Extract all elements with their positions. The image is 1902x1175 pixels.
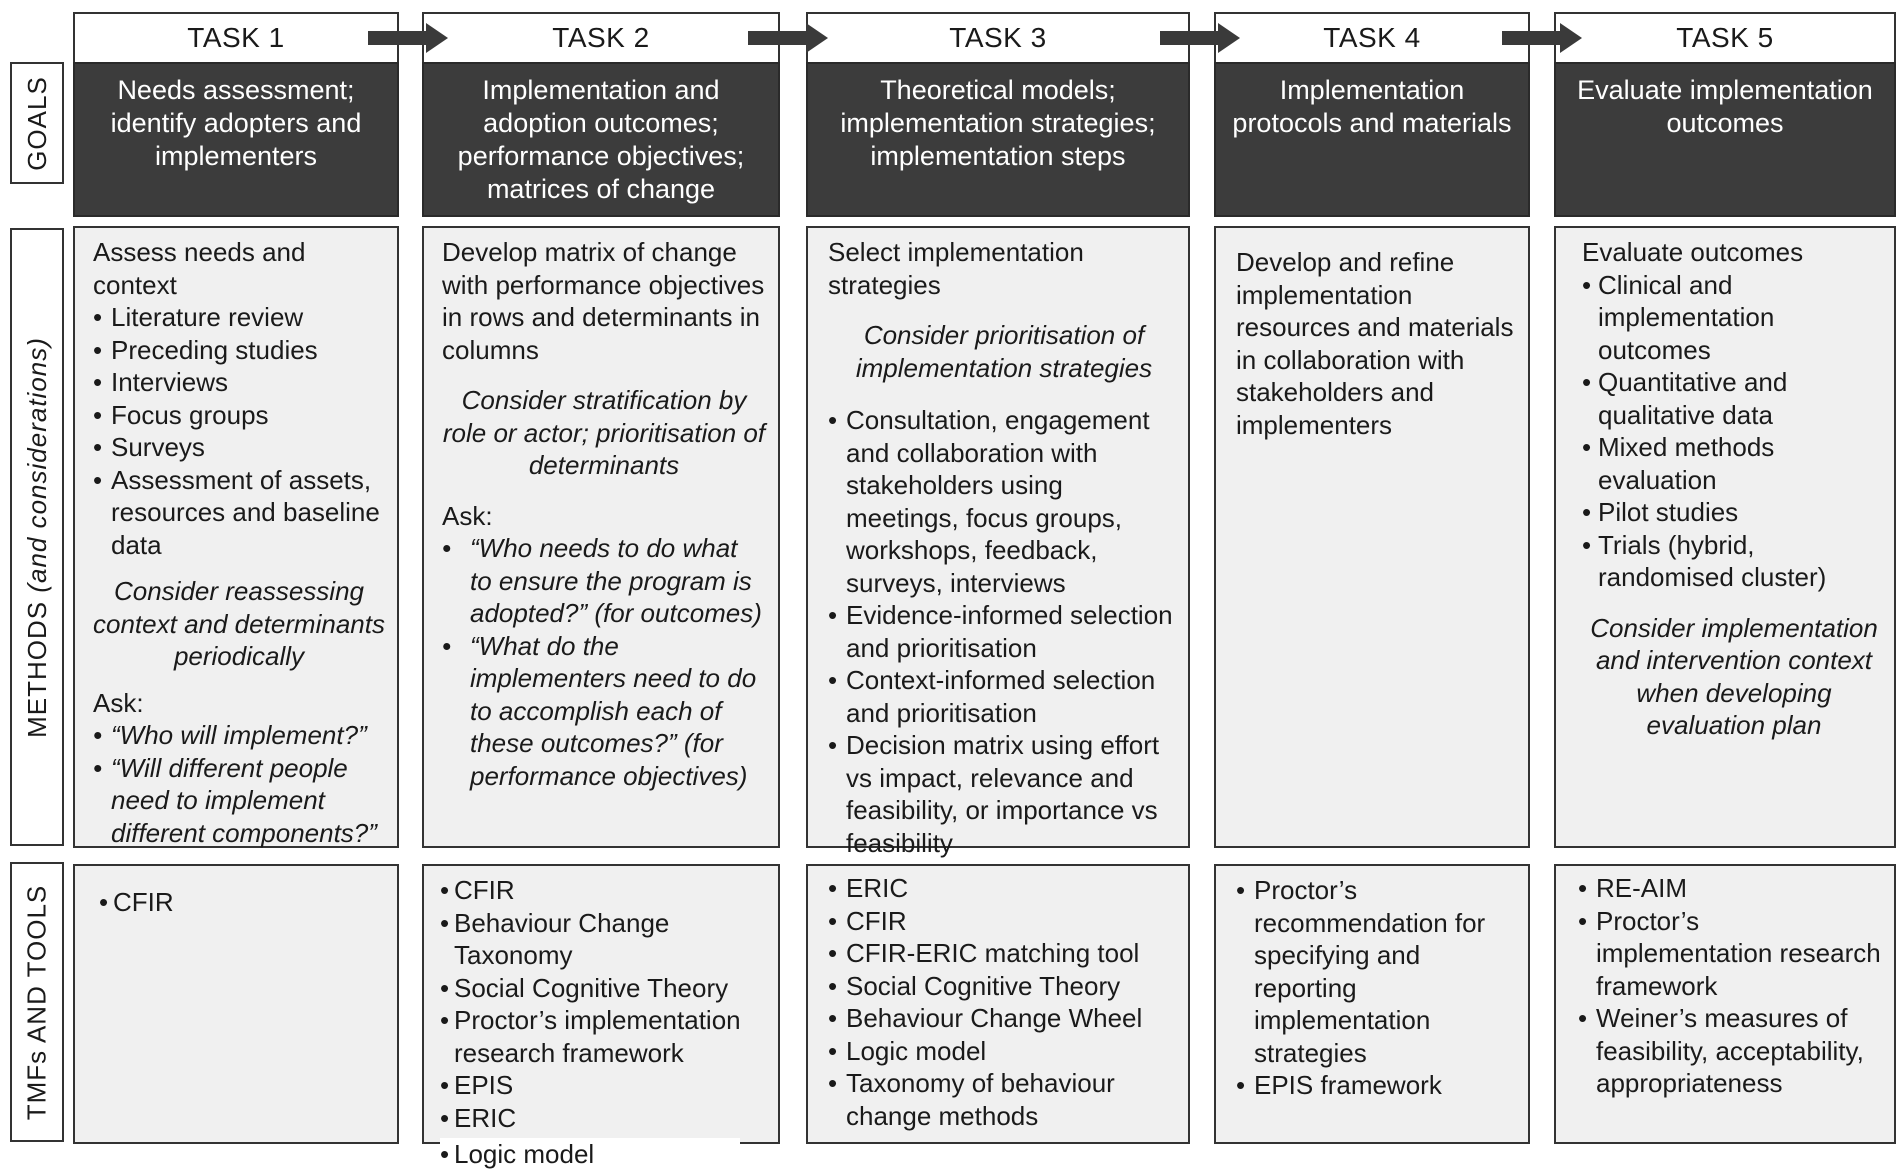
list-item: • CFIR [440, 874, 766, 907]
task-2-tools [422, 864, 780, 1144]
list-item: • Surveys [93, 431, 385, 464]
arrow-1-to-2 [368, 23, 448, 53]
task-1-tools [73, 864, 399, 1144]
methods-intro: Develop and refine implementation resources and materials in collaboration with stakeholders and implementers [1236, 247, 1514, 440]
list-item: Logic model [454, 1139, 595, 1169]
list-item: • Behaviour Change Wheel [828, 1002, 1176, 1035]
list-item: • Quantitative and qualitative data [1582, 366, 1886, 431]
methods-consider: Consider reassessing context and determinants periodically [93, 576, 385, 671]
task-4-header: TASK 4 [1214, 12, 1530, 64]
methods-consider: Consider prioritisation of implementation strategies [855, 320, 1153, 383]
methods-question-list [442, 532, 766, 792]
list-item: • Context-informed selection and prioritisation [828, 664, 1180, 729]
list-item: • Weiner’s measures of feasibility, acceptability, appropriateness [1578, 1002, 1882, 1100]
bullet: • [440, 1139, 450, 1169]
list-item: • Focus groups [93, 399, 385, 432]
task-4-methods [1214, 226, 1530, 848]
list-item: • “Will different people need to implement different components?” [93, 752, 385, 850]
list-item: • Logic model [828, 1035, 1176, 1068]
methods-ask-label: Ask: [442, 500, 493, 531]
task-5-goal: Evaluate implementation outcomes [1554, 62, 1896, 217]
list-item: • Social Cognitive Theory [440, 972, 766, 1005]
methods-consider: Consider implementation and intervention context when developing evaluation plan [1590, 612, 1878, 740]
list-item: • Decision matrix using effort vs impact, relevance and feasibility, or importance vs feasibility [828, 729, 1180, 859]
methods-intro: Evaluate outcomes [1582, 237, 1804, 267]
row-label-methods-main: METHODS [21, 592, 52, 738]
tools-list [828, 872, 1176, 1132]
task-1-header: TASK 1 [73, 12, 399, 64]
row-label-goals-text: GOALS [21, 75, 52, 171]
list-item: • EPIS framework [1236, 1069, 1516, 1102]
list-item: • Consultation, engagement and collaboration with stakeholders using meetings, focus groups, workshops, feedback, surveys, interviews [828, 404, 1180, 599]
list-item: • CFIR-ERIC matching tool [828, 937, 1176, 970]
methods-intro: Select implementation strategies [828, 237, 1084, 300]
row-label-tools [10, 862, 64, 1142]
tools-list [1236, 874, 1516, 1102]
list-item: • Taxonomy of behaviour change methods [828, 1067, 1176, 1132]
list-item: • Pilot studies [1582, 496, 1886, 529]
list-item: • ERIC [440, 1102, 766, 1135]
list-item: • “Who needs to do what to ensure the program is adopted?” (for outcomes) [442, 532, 766, 630]
list-item: • Proctor’s implementation research framework [440, 1004, 766, 1069]
task-4-tools [1214, 864, 1530, 1144]
methods-question-list [93, 719, 385, 849]
tools-list [99, 886, 385, 919]
methods-ask-label: Ask: [93, 687, 144, 718]
task-3-methods [806, 226, 1190, 858]
task-2-methods [422, 226, 780, 848]
methods-bullet-list [1582, 269, 1886, 594]
methods-bullet-list [93, 301, 385, 561]
arrow-3-to-4 [1160, 23, 1240, 53]
methods-bullet-list [828, 404, 1180, 859]
list-item: • Trials (hybrid, randomised cluster) [1582, 529, 1886, 594]
list-item: • CFIR [99, 886, 385, 919]
task-5-tools [1554, 864, 1896, 1144]
list-item: • ERIC [828, 872, 1176, 905]
task-1-goal: Needs assessment; identify adopters and implementers [73, 62, 399, 217]
tools-list [440, 874, 766, 1134]
task-2-header: TASK 2 [422, 12, 780, 64]
row-label-goals [10, 62, 64, 184]
row-label-methods-italic: (and considerations) [21, 336, 52, 593]
list-item: • Proctor’s recommendation for specifying and reporting implementation strategies [1236, 874, 1516, 1069]
methods-intro: Assess needs and context [93, 237, 306, 300]
list-item: • Preceding studies [93, 334, 385, 367]
list-item: • Literature review [93, 301, 385, 334]
list-item: • Interviews [93, 366, 385, 399]
methods-consider: Consider stratification by role or actor; prioritisation of determinants [442, 385, 766, 480]
list-item: • Social Cognitive Theory [828, 970, 1176, 1003]
list-item: • Evidence-informed selection and prioritisation [828, 599, 1180, 664]
task-1-methods [73, 226, 399, 848]
list-item: • CFIR [828, 905, 1176, 938]
list-item: • “What do the implementers need to do to accomplish each of these outcomes?” (for performance objectives) [442, 630, 766, 793]
list-item: • Behaviour Change Taxonomy [440, 907, 766, 972]
task-2-goal: Implementation and adoption outcomes; performance objectives; matrices of change [422, 62, 780, 217]
task-3-tools [806, 864, 1190, 1144]
task-4-goal: Implementation protocols and materials [1214, 62, 1530, 217]
list-item: • “Who will implement?” [93, 719, 385, 752]
task-5-methods [1554, 226, 1896, 848]
row-label-methods-text [22, 337, 53, 738]
arrow-2-to-3 [748, 23, 828, 53]
methods-intro: Develop matrix of change with performance objectives in rows and determinants in columns [442, 237, 765, 365]
list-item: • RE-AIM [1578, 872, 1882, 905]
row-label-tools-text: TMFs AND TOOLS [21, 884, 52, 1120]
row-label-methods [10, 228, 64, 846]
list-item: • Clinical and implementation outcomes [1582, 269, 1886, 367]
task-2-tools-overflow [440, 1138, 740, 1172]
tools-list [1578, 872, 1882, 1100]
task-5-header: TASK 5 [1554, 12, 1896, 64]
list-item: • Proctor’s implementation research framework [1578, 905, 1882, 1003]
list-item: • Mixed methods evaluation [1582, 431, 1886, 496]
list-item: • Assessment of assets, resources and baseline data [93, 464, 385, 562]
task-3-header: TASK 3 [806, 12, 1190, 64]
task-3-goal: Theoretical models; implementation strategies; implementation steps [806, 62, 1190, 217]
list-item: • EPIS [440, 1069, 766, 1102]
arrow-4-to-5 [1502, 23, 1582, 53]
